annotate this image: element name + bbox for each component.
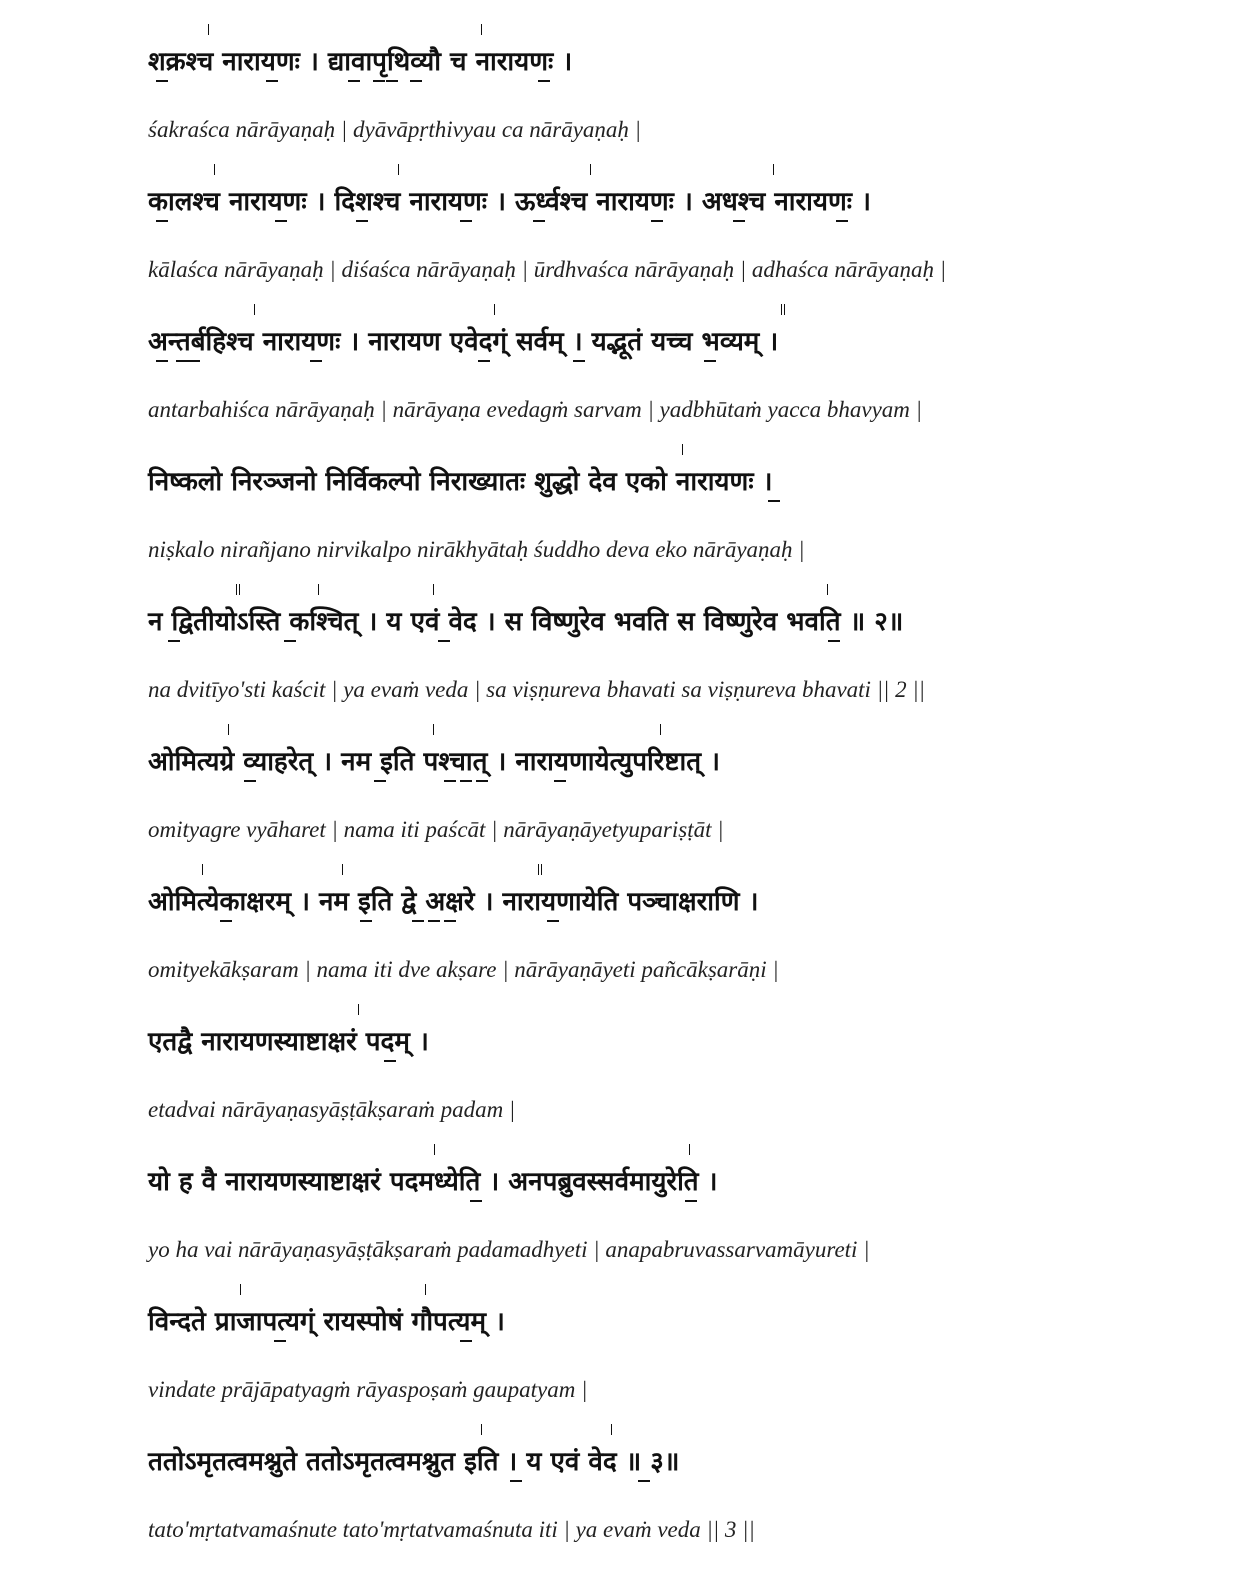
anudatta-mark	[438, 640, 450, 642]
verse-line	[148, 150, 1148, 290]
anudatta-mark	[478, 360, 490, 362]
svarita-mark	[781, 304, 782, 315]
devanagari-text: ओमित्येकाक्षरम् । नम इति द्वे अक्षरे । नारायणायेति पञ्चाक्षराणि ।	[148, 887, 759, 917]
transliteration-text: niṣkalo nirañjano nirvikalpo nirākhyātaḥ śuddho deva eko nārāyaṇaḥ |	[148, 537, 805, 562]
anudatta-mark	[573, 360, 585, 362]
anudatta-mark	[428, 920, 440, 922]
anudatta-mark	[836, 220, 848, 222]
verse-line	[148, 430, 1148, 570]
svarita-mark	[425, 1284, 426, 1295]
svarita-mark	[481, 1424, 482, 1435]
devanagari-text: विन्दते प्राजापत्यग्ं रायस्पोषं गौपत्यम् ।	[148, 1307, 505, 1337]
svarita-mark	[682, 444, 683, 455]
anudatta-mark	[704, 360, 716, 362]
svarita-mark	[827, 584, 828, 595]
svarita-mark	[398, 164, 399, 175]
anudatta-mark	[460, 220, 472, 222]
svarita-mark	[240, 1284, 241, 1295]
svarita-mark	[481, 24, 482, 35]
anudatta-mark	[156, 360, 168, 362]
anudatta-mark	[410, 80, 422, 82]
svarita-mark	[434, 1144, 435, 1155]
svarita-mark	[208, 24, 209, 35]
anudatta-mark	[168, 640, 180, 642]
verse-line	[148, 710, 1148, 850]
svarita-mark	[784, 304, 785, 315]
anudatta-mark	[176, 360, 188, 362]
svarita-mark	[541, 864, 542, 875]
devanagari-text: ततोऽमृतत्वमश्नुते ततोऽमृतत्वमश्नुत इति । य एवं वेद ॥ ३॥	[148, 1447, 680, 1477]
svarita-mark	[611, 1424, 612, 1435]
verse-line	[148, 570, 1148, 710]
anudatta-mark	[547, 920, 559, 922]
svarita-mark	[214, 164, 215, 175]
devanagari-text: शक्रश्च नारायणः । द्यावापृथिव्यौ च नारायणः ।	[148, 47, 573, 77]
svarita-mark	[228, 724, 229, 735]
anudatta-mark	[533, 220, 545, 222]
svarita-mark	[202, 864, 203, 875]
anudatta-mark	[188, 360, 200, 362]
devanagari-text: यो ह वै नारायणस्याष्टाक्षरं पदमध्येति । अनपब्रुवस्सर्वमायुरेति ।	[148, 1167, 718, 1197]
anudatta-mark	[651, 220, 663, 222]
svarita-mark	[538, 864, 539, 875]
anudatta-mark	[685, 1200, 697, 1202]
anudatta-mark	[360, 920, 372, 922]
verse-line	[148, 290, 1148, 430]
anudatta-mark	[284, 640, 296, 642]
svarita-mark	[342, 864, 343, 875]
anudatta-mark	[470, 1200, 482, 1202]
anudatta-mark	[356, 220, 368, 222]
anudatta-mark	[460, 780, 472, 782]
svarita-mark	[590, 164, 591, 175]
transliteration-text: na dvitīyo'sti kaścit | ya evaṁ veda | sa viṣṇureva bhavati sa viṣṇureva bhavati || 2 ||	[148, 677, 925, 702]
svarita-mark	[494, 304, 495, 315]
anudatta-mark	[348, 80, 360, 82]
anudatta-mark	[386, 80, 398, 82]
anudatta-mark	[638, 1480, 650, 1482]
devanagari-text: निष्कलो निरञ्जनो निर्विकल्पो निराख्यातः शुद्धो देव एको नारायणः ।	[148, 467, 773, 497]
anudatta-mark	[444, 780, 456, 782]
anudatta-mark	[444, 920, 456, 922]
anudatta-mark	[310, 360, 322, 362]
svarita-mark	[318, 584, 319, 595]
anudatta-mark	[374, 780, 386, 782]
transliteration-text: omityagre vyāharet | nama iti paścāt | nārāyaṇāyetyupariṣṭāt |	[148, 817, 724, 842]
svarita-mark	[358, 1004, 359, 1015]
svarita-mark	[660, 724, 661, 735]
transliteration-text: kālaśca nārāyaṇaḥ | diśaśca nārāyaṇaḥ | ūrdhvaśca nārāyaṇaḥ | adhaśca nārāyaṇaḥ |	[148, 257, 947, 282]
devanagari-text: न द्वितीयोऽस्ति कश्चित् । य एवं वेद । स विष्णुरेव भवति स विष्णुरेव भवति ॥ २॥	[148, 607, 904, 637]
svarita-mark	[689, 1144, 690, 1155]
svarita-mark	[433, 584, 434, 595]
anudatta-mark	[244, 780, 256, 782]
anudatta-mark	[274, 1340, 286, 1342]
transliteration-text: vindate prājāpatyagṁ rāyaspoṣaṁ gaupatyam |	[148, 1377, 588, 1402]
svarita-mark	[239, 584, 240, 595]
anudatta-mark	[156, 80, 168, 82]
anudatta-mark	[220, 920, 232, 922]
verse-line	[148, 1130, 1148, 1270]
anudatta-mark	[828, 640, 840, 642]
svarita-mark	[254, 304, 255, 315]
devanagari-text: कालश्च नारायणः । दिशश्च नारायणः । ऊर्ध्वश्च नारायणः । अधश्च नारायणः ।	[148, 187, 871, 217]
anudatta-mark	[476, 780, 488, 782]
anudatta-mark	[733, 220, 745, 222]
svarita-mark	[773, 164, 774, 175]
anudatta-mark	[266, 80, 278, 82]
anudatta-mark	[538, 80, 550, 82]
svarita-mark	[236, 584, 237, 595]
svarita-mark	[433, 724, 434, 735]
anudatta-mark	[275, 220, 287, 222]
anudatta-mark	[460, 1340, 472, 1342]
transliteration-text: śakraśca nārāyaṇaḥ | dyāvāpṛthivyau ca nārāyaṇaḥ |	[148, 117, 642, 142]
transliteration-text: omityekākṣaram | nama iti dve akṣare | nārāyaṇāyeti pañcākṣarāṇi |	[148, 957, 779, 982]
transliteration-text: yo ha vai nārāyaṇasyāṣṭākṣaraṁ padamadhyeti | anapabruvassarvamāyureti |	[148, 1237, 870, 1262]
transliteration-text: etadvai nārāyaṇasyāṣṭākṣaraṁ padam |	[148, 1097, 516, 1122]
anudatta-mark	[412, 920, 424, 922]
verse-line	[148, 1270, 1148, 1410]
devanagari-text: अन्तर्बहिश्च नारायणः । नारायण एवेदग्ं सर्वम् । यद्भूतं यच्च भव्यम् ।	[148, 327, 779, 357]
anudatta-mark	[156, 220, 168, 222]
transliteration-text: tato'mṛtatvamaśnute tato'mṛtatvamaśnuta iti | ya evaṁ veda || 3 ||	[148, 1517, 755, 1542]
anudatta-mark	[373, 80, 385, 82]
anudatta-mark	[554, 780, 566, 782]
verse-line	[148, 1410, 1148, 1550]
anudatta-mark	[510, 1480, 522, 1482]
verse-line	[148, 990, 1148, 1130]
transliteration-text: antarbahiśca nārāyaṇaḥ | nārāyaṇa evedagṁ sarvam | yadbhūtaṁ yacca bhavyam |	[148, 397, 922, 422]
anudatta-mark	[384, 1060, 396, 1062]
devanagari-text: एतद्वै नारायणस्याष्टाक्षरं पदम् ।	[148, 1027, 429, 1057]
verse-line	[148, 850, 1148, 990]
verse-line	[148, 10, 1148, 150]
anudatta-mark	[768, 500, 780, 502]
devanagari-text: ओमित्यग्रे व्याहरेत् । नम इति पश्चात् । नारायणायेत्युपरिष्टात् ।	[148, 747, 721, 777]
